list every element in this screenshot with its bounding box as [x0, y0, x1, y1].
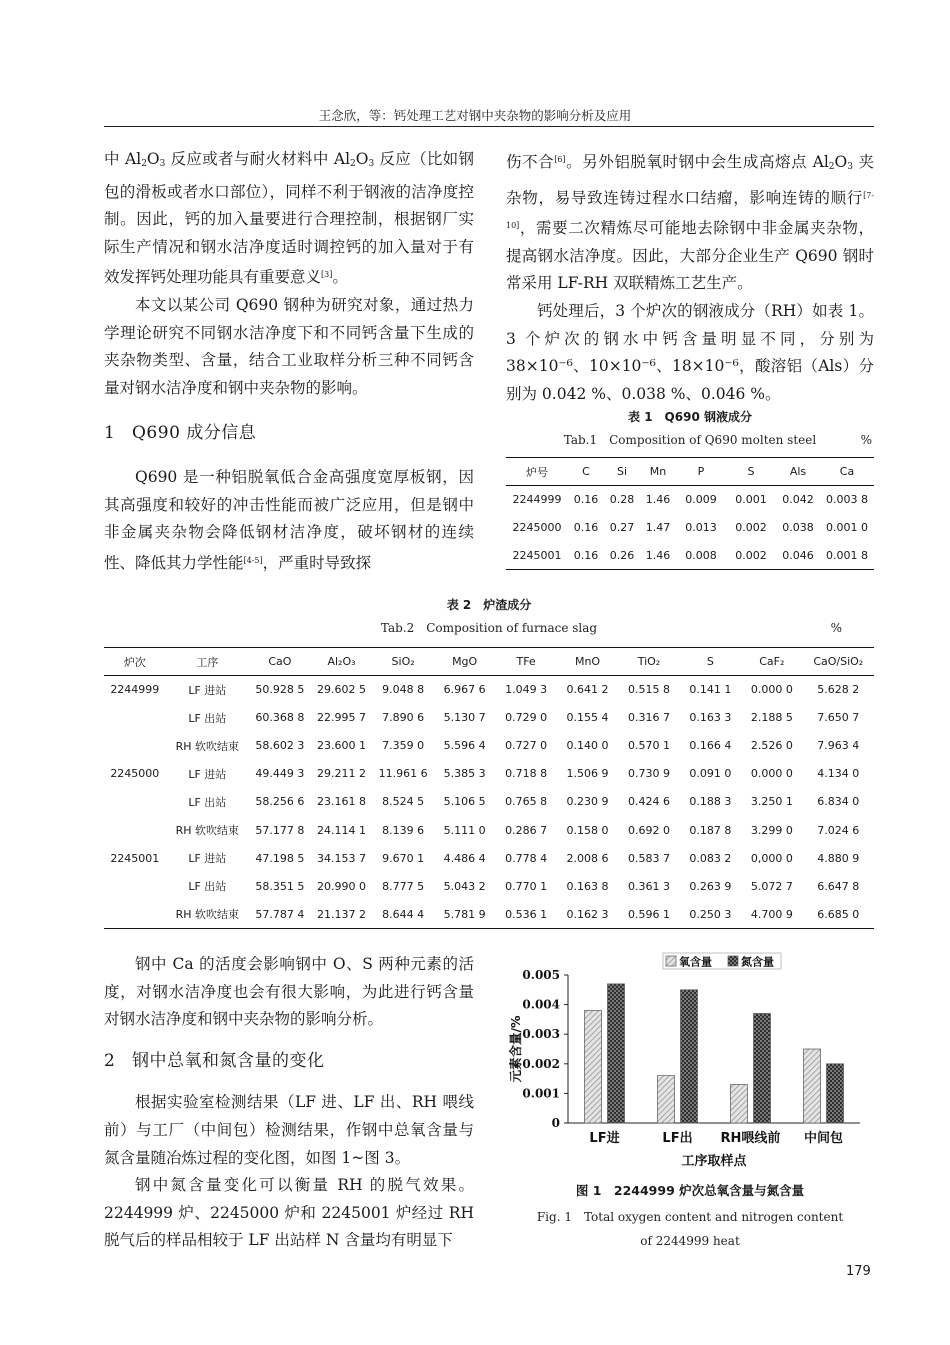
column-header: 工序	[166, 648, 249, 676]
table-cell: 8.777 5	[382, 879, 425, 893]
table-cell: 4.486 4	[443, 851, 486, 865]
legend-label-oxygen: 氧含量	[679, 955, 712, 969]
table-cell: 0,000 0	[750, 851, 793, 865]
table-cell: 0.316 7	[627, 711, 670, 725]
table-cell: 1.47	[645, 521, 671, 534]
table-header-row	[506, 458, 874, 486]
table-cell: 0.141 1	[689, 683, 732, 697]
table-cell: RH 软吹结束	[175, 824, 240, 838]
table-cell: 11.961 6	[378, 767, 428, 781]
table-cell: 2.526 0	[750, 739, 793, 753]
x-tick-label: LF进	[589, 1131, 620, 1146]
bar-nitrogen	[608, 984, 625, 1123]
table-cell: 0.140 0	[566, 739, 609, 753]
column-header: S	[680, 648, 741, 676]
table-cell: 5.106 5	[443, 795, 486, 809]
paragraph-study-intro: 本文以某公司 Q690 钢种为研究对象，通过热力学理论研究不同钢水洁净度下和不同钙含量下生成的夹杂物类型、含量，结合工业取样分析三种不同钙含量对钢水洁净度和钢中夹杂物的影响。	[104, 295, 474, 397]
citation: [6]	[554, 155, 566, 164]
column-header: CaF₂	[741, 648, 802, 676]
table-cell: 0.361 3	[627, 879, 670, 893]
table-cell: 2245000	[512, 521, 562, 534]
column-header: SiO₂	[372, 648, 434, 676]
table-cell: 0.536 1	[505, 907, 548, 921]
table-cell: 0.166 4	[689, 739, 732, 753]
table-cell: 6.685 0	[817, 907, 860, 921]
table-cell: 0.515 8	[627, 683, 670, 697]
table-cell: 0.038	[782, 521, 814, 534]
table-cell: 7.650 7	[817, 711, 860, 725]
bar-nitrogen	[827, 1064, 844, 1123]
table-cell: 34.153 7	[316, 851, 366, 865]
table-cell: 0.692 0	[627, 823, 670, 837]
table-row	[104, 760, 874, 788]
column-header: TiO₂	[618, 648, 679, 676]
table-cell: 0.250 3	[689, 907, 732, 921]
table-cell: 5.043 2	[443, 879, 486, 893]
table2-slag-composition	[104, 647, 874, 929]
table-cell: 24.114 1	[316, 823, 366, 837]
running-title: 王念欣，等：钙处理工艺对钢中夹杂物的影响分析及应用	[318, 108, 632, 123]
legend-swatch-nitrogen	[728, 956, 738, 966]
legend-label-nitrogen: 氮含量	[741, 955, 774, 969]
paragraph-composition-after-treatment: 钙处理后，3 个炉次的钢液成分（RH）如表 1。3 个炉次的钢水中钙含量明显不同，分别为 38×10⁻⁶、10×10⁻⁶、18×10⁻⁶，酸溶铝（Als）分别为 0.042 %、0.038 %、0.046 %。	[506, 301, 874, 403]
bar-nitrogen	[754, 1013, 771, 1123]
table-cell: LF 进站	[188, 767, 227, 781]
table-cell: 0.002	[735, 521, 767, 534]
bar-oxygen	[804, 1049, 821, 1123]
y-tick-label: 0.003	[522, 1027, 560, 1042]
table-cell: 0.163 3	[689, 711, 732, 725]
bar-oxygen	[658, 1076, 675, 1123]
column-header: Als	[776, 458, 820, 486]
section-heading-1: 1 Q690 成分信息	[104, 423, 257, 444]
table1-caption: 表 1 Q690 钢液成分 Tab.1 Composition of Q690 molten steel %	[563, 410, 872, 447]
table-cell: 4.134 0	[817, 767, 860, 781]
table-cell: 5.111 0	[443, 823, 486, 837]
column-header: TFe	[495, 648, 556, 676]
figure1-chart	[506, 950, 874, 1190]
table-row	[104, 900, 874, 928]
table-cell: 23.600 1	[316, 739, 366, 753]
citation: [3]	[321, 270, 333, 280]
column-header: CaO/SiO₂	[803, 648, 874, 676]
table-cell: LF 出站	[188, 880, 227, 894]
table-cell: 1.46	[645, 548, 671, 562]
table-cell: 2.188 5	[750, 711, 793, 725]
x-tick-label: RH喂线前	[720, 1131, 781, 1146]
table-cell: 57.787 4	[255, 907, 305, 921]
table-cell: 5.130 7	[443, 711, 486, 725]
y-tick-label: 0.005	[522, 968, 560, 982]
table-cell: 0.083 2	[689, 851, 732, 865]
bar-oxygen	[585, 1011, 602, 1123]
table-cell: 2244999	[512, 493, 562, 507]
table-cell: 0.570 1	[627, 739, 670, 753]
table-cell: 0.042	[782, 493, 814, 507]
table-row	[104, 732, 874, 760]
table-cell: 58.351 5	[255, 879, 305, 893]
citation: [4-5]	[243, 555, 263, 565]
table-cell: LF 出站	[188, 795, 227, 809]
column-header: MnO	[557, 648, 618, 676]
right-column	[506, 146, 874, 408]
table-cell: 0.16	[573, 493, 599, 507]
table-cell: 0.727 0	[505, 739, 548, 753]
x-tick-label: 中间包	[803, 1131, 844, 1146]
paragraph-calcium-activity: 钢中 Ca 的活度会影响钢中 O、S 两种元素的活度，对钢水洁净度也会有很大影响，为此进行钙含量对钢水洁净度和钢中夹杂物的影响分析。	[104, 955, 474, 1029]
table-cell: 0.286 7	[505, 823, 548, 837]
table-cell: 58.256 6	[255, 795, 305, 809]
table-cell	[104, 704, 166, 732]
x-axis-label: 工序取样点	[681, 1154, 747, 1169]
table-row	[104, 676, 874, 704]
table-cell: 7.024 6	[817, 823, 860, 837]
bar-nitrogen	[681, 990, 698, 1123]
table-cell: 8.524 5	[382, 795, 425, 809]
table-cell: 0.001 0	[826, 521, 868, 534]
table-cell: 2245001	[512, 548, 562, 562]
table-cell: 3.299 0	[750, 823, 793, 837]
figure1	[506, 950, 874, 1190]
table-cell: 6.967 6	[443, 683, 486, 697]
header-rule	[104, 126, 874, 127]
y-tick-label: 0	[551, 1116, 560, 1130]
table-cell: 2245000	[110, 767, 160, 781]
table-cell: 0.28	[609, 493, 635, 507]
table-row	[104, 844, 874, 872]
table-row	[104, 704, 874, 732]
figure1-caption: 图 1 2244999 炉次总氧含量与氮含量 Fig. 1 Total oxygen content and nitrogen content of 2244999 heat	[536, 1183, 844, 1248]
table-cell: LF 进站	[188, 852, 227, 866]
table-cell	[104, 788, 166, 816]
table-cell: 5.628 2	[817, 683, 860, 697]
table-cell: 0.596 1	[627, 907, 670, 921]
table-row	[104, 872, 874, 900]
table-cell: 9.048 8	[382, 683, 425, 697]
table-cell: 0.765 8	[505, 795, 548, 809]
table-cell: 7.359 0	[382, 739, 425, 753]
table-header-row	[104, 648, 874, 676]
table-cell: 0.091 0	[689, 767, 732, 781]
y-tick-label: 0.004	[522, 997, 560, 1012]
table-cell: 0.230 9	[566, 795, 609, 809]
table-cell: 6.647 8	[817, 879, 860, 893]
table-cell: 0.187 8	[689, 823, 732, 837]
table-row	[506, 542, 874, 570]
column-header: Mn	[640, 458, 676, 486]
lower-left-column	[104, 951, 474, 1255]
table-cell: 4.700 9	[750, 907, 793, 921]
table-cell: 8.139 6	[382, 823, 425, 837]
table-cell: 57.177 8	[255, 823, 305, 837]
table-cell: 0.263 9	[689, 879, 732, 893]
table-cell: 5.596 4	[443, 739, 486, 753]
column-header: Al₂O₃	[311, 648, 373, 676]
table-cell: 0.162 3	[566, 907, 609, 921]
y-tick-label: 0.002	[522, 1056, 560, 1071]
table-cell: 5.072 7	[750, 879, 793, 893]
table-cell: 2.008 6	[566, 851, 609, 865]
section-heading-2: 2 钢中总氧和氮含量的变化	[104, 1050, 325, 1071]
table-cell: 0.424 6	[627, 795, 670, 809]
table-cell: 2245001	[110, 851, 160, 865]
table-cell: 5.385 3	[443, 767, 486, 781]
table-cell: 50.928 5	[255, 683, 305, 697]
table-cell: 1.46	[645, 493, 671, 507]
table-cell: LF 出站	[188, 711, 227, 725]
table-cell: 0.641 2	[566, 683, 609, 697]
column-header: C	[568, 458, 604, 486]
table-cell: 22.995 7	[316, 711, 366, 725]
table-cell: 8.644 4	[382, 907, 425, 921]
table1-unit: %	[860, 433, 872, 447]
table-cell: 6.834 0	[817, 795, 860, 809]
table-cell	[104, 900, 166, 928]
table-cell: 21.137 2	[316, 907, 366, 921]
table-cell	[104, 816, 166, 844]
paragraph-nitrogen-change: 钢中氮含量变化可以衡量 RH 的脱气效果。2244999 炉、2245000 炉和 2245001 炉经过 RH 脱气后的样品相较于 LF 出站样 N 含量均有明显下	[104, 1176, 474, 1250]
table-cell: 23.161 8	[316, 795, 366, 809]
column-header: MgO	[434, 648, 495, 676]
table-cell: 5.781 9	[443, 907, 486, 921]
left-column	[104, 146, 474, 577]
table-cell: 0.001 8	[826, 548, 868, 562]
table-cell	[104, 872, 166, 900]
table-cell: 0.158 0	[566, 823, 609, 837]
table-cell: 0.000 0	[750, 683, 793, 697]
table-cell: 0.770 1	[505, 879, 548, 893]
table-cell: 3.250 1	[750, 795, 793, 809]
table-cell: 0.000 0	[750, 767, 793, 781]
paragraph-test-results: 根据实验室检测结果（LF 进、LF 出、RH 喂线前）与工厂（中间包）检测结果，作钢中总氧含量与氮含量随冶炼过程的变化图，如图 1~图 3。	[104, 1093, 474, 1167]
column-header: 炉次	[104, 648, 166, 676]
paragraph-calcium-control: 中 $Al_2O_3$ 反应或者与耐火材料中 $Al_2O_3$ 反应（比如钢包的滑板或者水口部位），同样不利于钢液的洁净度控制。因此，钙的加入量要进行合理控制，根据钢厂实际生产情况和钢水洁净度适时调控钙的加入量对于有效发挥钙处理功能具有重要意义[3]。	[104, 150, 474, 287]
table-cell: 29.602 5	[316, 683, 366, 697]
bar-oxygen	[731, 1085, 748, 1123]
table-cell: 0.583 7	[627, 851, 670, 865]
table-cell: 0.16	[573, 548, 599, 562]
table-row	[506, 514, 874, 542]
table-cell: 0.778 4	[505, 851, 548, 865]
table-cell: 0.001	[735, 493, 767, 507]
table-cell: 1.506 9	[566, 767, 609, 781]
citation: [7-10]	[506, 190, 874, 231]
table-cell: 0.002	[735, 548, 767, 562]
table-cell: 49.449 3	[255, 767, 305, 781]
table-cell: 0.155 4	[566, 711, 609, 725]
table-cell: 47.198 5	[255, 851, 305, 865]
table2-caption: 表 2 炉渣成分 Tab.2 Composition of furnace slag %	[380, 598, 842, 635]
table-cell: 0.009	[685, 493, 717, 507]
paragraph-q690-info: Q690 是一种铝脱氧低合金高强度宽厚板钢，因其高强度和较好的冲击性能而被广泛应用，但是钢中非金属夹杂物会降低钢材洁净度，破坏钢材的连续性、降低其力学性能[4-5]，严重时导致探	[104, 467, 474, 572]
table-row	[506, 486, 874, 514]
paragraph-aluminum-deoxidation: 伤不合[6]。另外铝脱氧时钢中会生成高熔点 $Al_2O_3$ 夹杂物，易导致连铸过程水口结瘤，影响连铸的顺行[7-10]，需要二次精炼尽可能地去除钢中非金属夹杂物，提高钢水洁净度。因此，大部分企业生产 Q690 钢时常采用 LF-RH 双联精炼工艺生产。	[506, 153, 874, 293]
table-cell: LF 进站	[188, 683, 227, 697]
table-row	[104, 816, 874, 844]
table-cell: 29.211 2	[316, 767, 366, 781]
table-cell: 0.26	[609, 548, 635, 562]
table-cell: 0.729 0	[505, 711, 548, 725]
table-cell: 60.368 8	[255, 711, 305, 725]
column-header: Ca	[820, 458, 874, 486]
table-cell: 4.880 9	[817, 851, 860, 865]
table-cell: 0.16	[573, 521, 599, 534]
table-cell: 0.003 8	[826, 493, 868, 507]
table-cell: 7.963 4	[817, 739, 860, 753]
table-cell: 0.27	[609, 521, 635, 534]
x-tick-label: LF出	[662, 1131, 693, 1146]
table-cell: 0.008	[685, 548, 717, 562]
y-tick-label: 0.001	[522, 1086, 560, 1101]
table-cell: 0.718 8	[505, 767, 548, 781]
table-cell: 1.049 3	[505, 683, 548, 697]
column-header: Si	[604, 458, 640, 486]
table-row	[104, 788, 874, 816]
column-header: P	[676, 458, 726, 486]
table-cell	[104, 732, 166, 760]
column-header: CaO	[249, 648, 311, 676]
table-cell: 9.670 1	[382, 851, 425, 865]
table2-unit: %	[830, 621, 842, 635]
table-cell: 0.046	[782, 548, 814, 562]
table1-steel-composition	[506, 457, 874, 570]
table-cell: 0.163 8	[566, 879, 609, 893]
table-cell: 7.890 6	[382, 711, 425, 725]
table-cell: 0.730 9	[627, 767, 670, 781]
y-axis-label: 元素含量/%	[508, 1015, 523, 1083]
table-cell: 0.013	[685, 521, 717, 534]
column-header: 炉号	[506, 458, 568, 486]
table-cell: 58.602 3	[255, 739, 305, 753]
page-number: 179	[846, 1264, 871, 1279]
table-cell: RH 软吹结束	[175, 908, 240, 922]
table-cell: 2244999	[110, 683, 160, 697]
table-cell: RH 软吹结束	[175, 739, 240, 753]
table-cell: 0.188 3	[689, 795, 732, 809]
column-header: S	[726, 458, 776, 486]
legend-swatch-oxygen	[666, 956, 676, 966]
table-cell: 20.990 0	[316, 879, 366, 893]
